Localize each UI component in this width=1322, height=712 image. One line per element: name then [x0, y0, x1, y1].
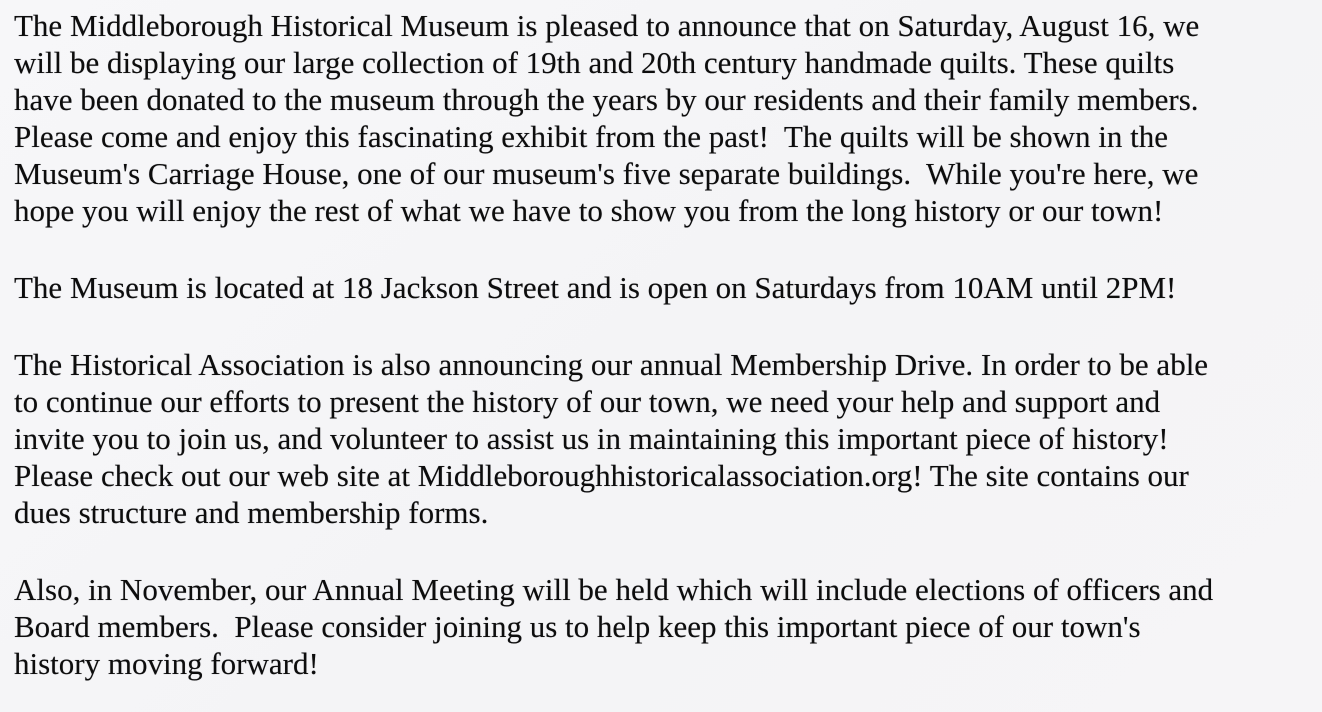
- paragraph-museum-location: [14, 269, 1314, 306]
- text-line: dues structure and membership forms.: [14, 495, 489, 530]
- paragraph-membership-drive: [14, 346, 1314, 531]
- text-line: Please check out our web site at Middleboroughhistoricalassociation.org! The site contains our: [14, 458, 1189, 493]
- text-line: Also, in November, our Annual Meeting will be held which will include elections of officers and: [14, 572, 1214, 607]
- text-line: history moving forward!: [14, 646, 319, 681]
- text-line: The Museum is located at 18 Jackson Street and is open on Saturdays from 10AM until 2PM!: [14, 270, 1177, 305]
- text-line: have been donated to the museum through the years by our residents and their family members.: [14, 82, 1199, 117]
- text-line: to continue our efforts to present the history of our town, we need your help and support and: [14, 384, 1161, 419]
- text-line: Museum's Carriage House, one of our museum's five separate buildings. While you're here, we: [14, 156, 1199, 191]
- text-line: Please come and enjoy this fascinating exhibit from the past! The quilts will be shown in the: [14, 119, 1168, 154]
- text-line: Board members. Please consider joining us to help keep this important piece of our town's: [14, 609, 1141, 644]
- text-line: hope you will enjoy the rest of what we have to show you from the long history or our town!: [14, 193, 1164, 228]
- text-line: The Middleborough Historical Museum is pleased to announce that on Saturday, August 16, we: [14, 8, 1200, 43]
- text-line: invite you to join us, and volunteer to assist us in maintaining this important piece of history!: [14, 421, 1169, 456]
- paragraph-annual-meeting: [14, 571, 1314, 682]
- text-line: The Historical Association is also announcing our annual Membership Drive. In order to be able: [14, 347, 1209, 382]
- text-line: will be displaying our large collection of 19th and 20th century handmade quilts. These quilts: [14, 45, 1175, 80]
- paragraph-quilt-exhibit: [14, 7, 1314, 229]
